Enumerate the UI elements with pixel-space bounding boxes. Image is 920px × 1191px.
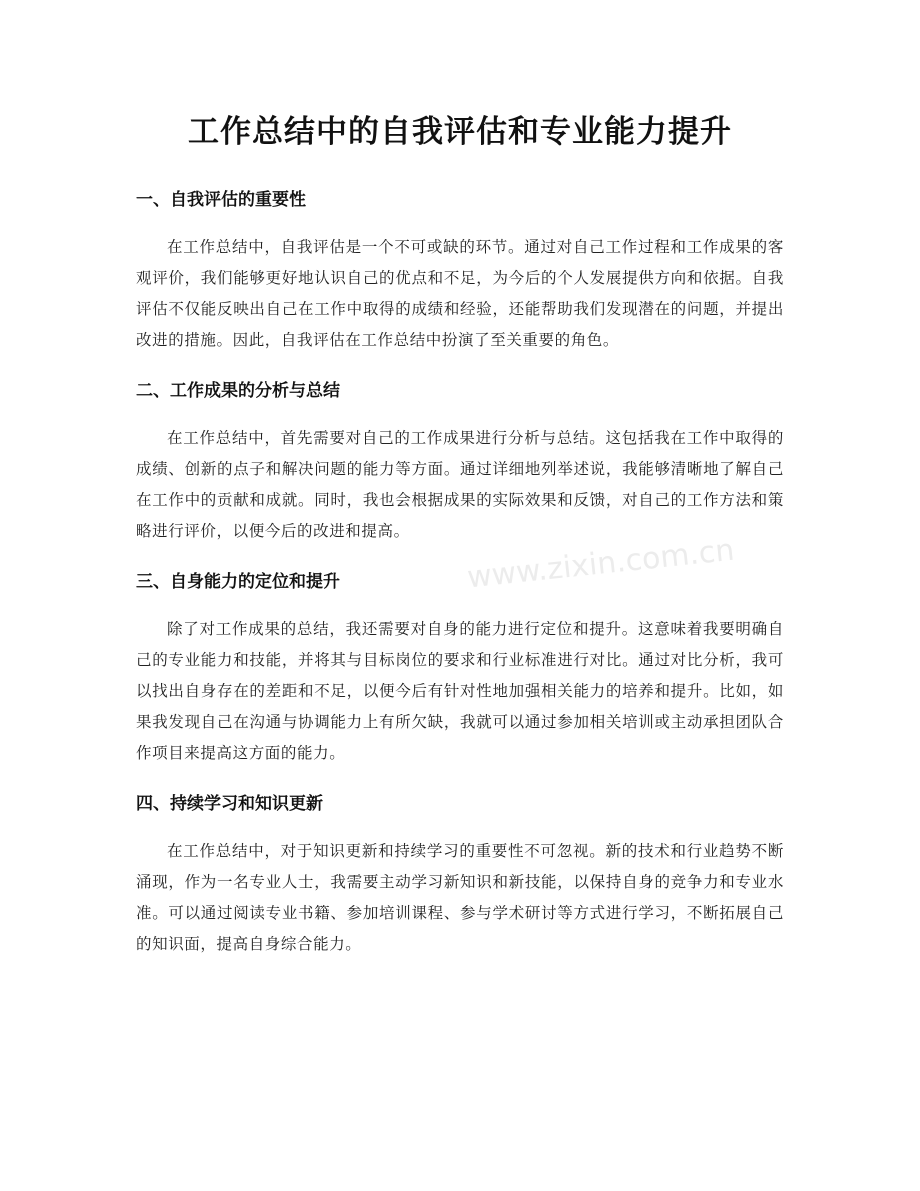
section-heading: 四、持续学习和知识更新 — [136, 794, 323, 814]
section-self-assessment — [136, 187, 784, 356]
section-ability-positioning — [136, 569, 784, 769]
section-paragraph: 在工作总结中，首先需要对自己的工作成果进行分析与总结。这包括我在工作中取得的成绩、创新的点子和解决问题的能力等方面。通过详细地列举述说，我能够清晰地了解自己在工作中的贡献和成就。同时，我也会根据成果的实际效果和反馈，对自己的工作方法和策略进行评价，以便今后的改进和提高。 — [136, 429, 784, 540]
section-paragraph: 除了对工作成果的总结，我还需要对自身的能力进行定位和提升。这意味着我要明确自己的专业能力和技能，并将其与目标岗位的要求和行业标准进行对比。通过对比分析，我可以找出自身存在的差距和不足，以便今后有针对性地加强相关能力的培养和提升。比如，如果我发现自己在沟通与协调能力上有所欠缺，我就可以通过参加相关培训或主动承担团队合作项目来提高这方面的能力。 — [136, 620, 784, 762]
section-paragraph: 在工作总结中，对于知识更新和持续学习的重要性不可忽视。新的技术和行业趋势不断涌现，作为一名专业人士，我需要主动学习新知识和新技能，以保持自身的竞争力和专业水准。可以通过阅读专业书籍、参加培训课程、参与学术研讨等方式进行学习，不断拓展自己的知识面，提高自身综合能力。 — [136, 842, 784, 953]
section-paragraph: 在工作总结中，自我评估是一个不可或缺的环节。通过对自己工作过程和工作成果的客观评价，我们能够更好地认识自己的优点和不足，为今后的个人发展提供方向和依据。自我评估不仅能反映出自己在工作中取得的成绩和经验，还能帮助我们发现潜在的问题，并提出改进的措施。因此，自我评估在工作总结中扮演了至关重要的角色。 — [136, 238, 784, 349]
section-continuous-learning — [136, 791, 784, 960]
document-title: 工作总结中的自我评估和专业能力提升 — [188, 114, 732, 150]
watermark: www.zixin.com.cn — [465, 532, 736, 596]
section-heading: 二、工作成果的分析与总结 — [136, 381, 340, 401]
section-heading: 三、自身能力的定位和提升 — [136, 572, 340, 592]
section-heading: 一、自我评估的重要性 — [136, 190, 306, 210]
section-work-results — [136, 378, 784, 547]
